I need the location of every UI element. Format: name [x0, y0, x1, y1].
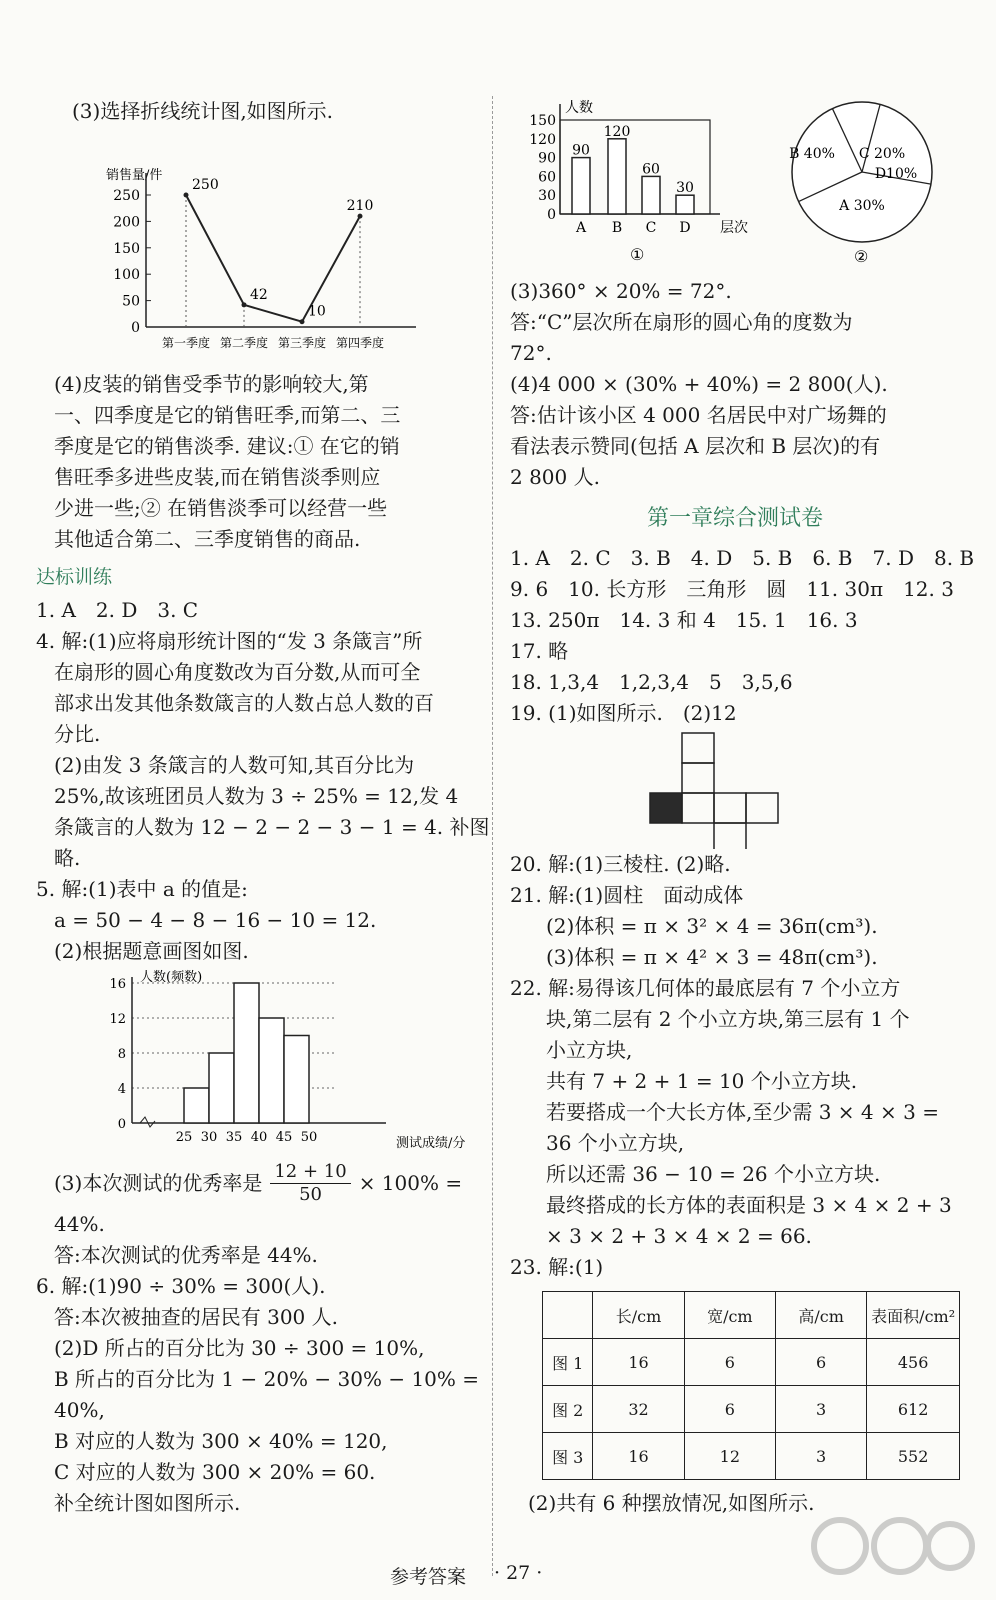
- bar-value-label: 30: [676, 180, 694, 197]
- q22-line-6: 36 个小立方块,: [546, 1131, 685, 1155]
- y-tick-label: 150: [113, 240, 140, 257]
- table-cell: 3: [776, 1386, 867, 1433]
- table-cell: 456: [867, 1339, 960, 1386]
- histogram-bar: [234, 983, 259, 1123]
- y-tick-label: 150: [529, 113, 556, 129]
- table-cell: 612: [867, 1386, 960, 1433]
- q4-line-8: 略.: [54, 846, 81, 870]
- q22-line-9: × 3 × 2 + 3 × 4 × 2 = 66.: [546, 1224, 812, 1248]
- q22-line-1: 22. 解:易得该几何体的最底层有 7 个小立方: [510, 976, 901, 1000]
- q3-item4-line-5: 少进一些;② 在销售淡季可以经营一些: [54, 496, 388, 520]
- histogram-xlabel: 测试成绩/分: [396, 1136, 466, 1151]
- table-cell: 3: [776, 1433, 867, 1480]
- q3-item4-line-1: (4)皮装的销售受季节的影响较大,第: [54, 372, 369, 396]
- data-point: [300, 319, 305, 324]
- table-header-row: [543, 1292, 960, 1339]
- q6-line-1: 6. 解:(1)90 ÷ 30% = 300(人).: [36, 1274, 326, 1298]
- histogram-bar: [259, 1018, 284, 1123]
- section-title-training: 达标训练: [36, 566, 113, 588]
- bar: [676, 195, 694, 214]
- bar: [572, 158, 590, 214]
- footer-label: 参考答案: [390, 1566, 467, 1588]
- answers-line-3: 13. 250π 14. 3 和 4 15. 1 16. 3: [510, 608, 858, 632]
- q6-line-8: 补全统计图如图所示.: [54, 1491, 241, 1515]
- q3-item4-line-6: 其他适合第二、三季度销售的商品.: [54, 527, 361, 551]
- answers-line-4: 17. 略: [510, 639, 569, 663]
- table-cell: 6: [776, 1339, 867, 1386]
- q6-line-6: B 对应的人数为 300 × 40% = 120,: [54, 1429, 388, 1453]
- q22-line-8: 最终搭成的长方体的表面积是 3 × 4 × 2 + 3: [546, 1193, 952, 1217]
- pie-chart: [774, 96, 954, 276]
- q4-line-7: 条箴言的人数为 12 − 2 − 2 − 3 − 1 = 4. 补图: [54, 815, 490, 839]
- table-header-cell: 表面积/cm²: [867, 1292, 960, 1339]
- dimensions-table: [542, 1291, 960, 1480]
- net-square-shaded: [650, 793, 682, 823]
- chapter-title: 第一章综合测试卷: [646, 506, 823, 531]
- histogram-bar: [209, 1053, 234, 1123]
- right-column: [510, 96, 975, 1519]
- pie-slice-label: B 40%: [789, 146, 835, 162]
- net-square: [682, 793, 714, 823]
- x-tick-label: 35: [225, 1130, 243, 1145]
- bar-chart: [510, 96, 760, 276]
- histogram-chart: [96, 967, 516, 1157]
- q6-3-line-3: 72°.: [510, 341, 552, 365]
- q23: 23. 解:(1): [510, 1255, 604, 1279]
- table-cell: 6: [684, 1386, 775, 1433]
- q6-line-2: 答:本次被抽查的居民有 300 人.: [54, 1305, 338, 1329]
- q6-line-4: B 所占的百分比为 1 − 20% − 30% − 10% =: [54, 1367, 480, 1391]
- q6-4-line-4: 2 800 人.: [510, 465, 600, 489]
- bar-value-label: 120: [603, 123, 631, 140]
- data-label: 10: [308, 303, 326, 320]
- q22-line-3: 小立方块,: [546, 1038, 633, 1062]
- q21-line-2: (2)体积 = π × 3² × 4 = 36π(cm³).: [546, 914, 878, 938]
- table-header-cell: 高/cm: [776, 1292, 867, 1339]
- q21-line-1: 21. 解:(1)圆柱 面动成体: [510, 883, 744, 907]
- cube-net-figure: [510, 729, 960, 849]
- bar: [642, 176, 660, 214]
- q5-line-1: 5. 解:(1)表中 a 的值是:: [36, 877, 248, 901]
- pie-slice-label: C 20%: [858, 146, 906, 162]
- watermark-logo: [800, 1510, 980, 1590]
- pie-slice-label: A 30%: [839, 198, 885, 214]
- x-tick-label: A: [575, 220, 587, 236]
- q6-3-line-2: 答:“C”层次所在扇形的圆心角的度数为: [510, 310, 853, 334]
- x-tick-label: B: [611, 220, 623, 236]
- table-cell: 16: [593, 1339, 684, 1386]
- table-row: [543, 1386, 960, 1433]
- x-tick-label: D: [679, 220, 691, 236]
- y-tick-label: 16: [109, 977, 126, 992]
- table-header-cell: [543, 1292, 593, 1339]
- table-cell: 图 2: [543, 1386, 593, 1433]
- y-tick-label: 120: [529, 131, 556, 148]
- line-chart: [76, 127, 496, 357]
- q6-4-line-3: 看法表示赞同(包括 A 层次和 B 层次)的有: [510, 434, 881, 458]
- q6-4-line-1: (4)4 000 × (30% + 40%) = 2 800(人).: [510, 372, 888, 396]
- q6-charts-row: [510, 96, 960, 276]
- y-tick-label: 90: [538, 150, 556, 167]
- q6-line-3: (2)D 所占的百分比为 30 ÷ 300 = 10%,: [54, 1336, 425, 1360]
- q4-line-3: 部求出发其他条数箴言的人数占总人数的百: [54, 691, 434, 715]
- net-square: [714, 793, 746, 823]
- q22-line-4: 共有 7 + 2 + 1 = 10 个小立方块.: [546, 1069, 858, 1093]
- q22-line-5: 若要搭成一个大长方体,至少需 3 × 4 × 3 =: [546, 1100, 939, 1124]
- net-square: [682, 763, 714, 793]
- y-tick-label: 12: [109, 1012, 126, 1027]
- q4-line-1: 4. 解:(1)应将扇形统计图的“发 3 条箴言”所: [36, 629, 423, 653]
- q6-line-7: C 对应的人数为 300 × 20% = 60.: [54, 1460, 376, 1484]
- table-cell: 6: [684, 1339, 775, 1386]
- data-label: 210: [346, 198, 374, 215]
- q6-3-line-1: (3)360° × 20% = 72°.: [510, 279, 732, 303]
- y-tick-label: 60: [538, 169, 556, 186]
- bar-value-label: 90: [572, 142, 590, 159]
- x-tick-label: 25: [175, 1130, 193, 1145]
- q4-line-2: 在扇形的圆心角度数改为百分数,从而可全: [54, 660, 421, 684]
- q4-line-4: 分比.: [54, 722, 101, 746]
- q3-item3: (3)选择折线统计图,如图所示.: [72, 99, 334, 123]
- q5-3-line: [36, 1157, 480, 1209]
- table-cell: 图 1: [543, 1339, 593, 1386]
- data-label: 250: [192, 177, 219, 193]
- bar-chart-caption: ①: [630, 245, 645, 264]
- x-tick-label: 第四季度: [335, 336, 385, 350]
- table-cell: 552: [867, 1433, 960, 1480]
- answers-line-1: 1. A 2. C 3. B 4. D 5. B 6. B 7. D 8. B: [510, 546, 975, 570]
- table-cell: 12: [684, 1433, 775, 1480]
- x-tick-label: 30: [200, 1130, 218, 1145]
- pie-slice-label: D10%: [874, 166, 918, 182]
- bar-chart-xlabel: 层次: [720, 220, 748, 236]
- net-square: [682, 733, 714, 763]
- left-column: [36, 96, 490, 1519]
- histogram-bar: [284, 1036, 309, 1124]
- y-tick-label: 0: [131, 320, 140, 336]
- q4-line-5: (2)由发 3 条箴言的人数可知,其百分比为: [54, 753, 415, 777]
- y-tick-label: 4: [117, 1082, 126, 1097]
- table-header-cell: 宽/cm: [684, 1292, 775, 1339]
- sales-line: [186, 195, 360, 322]
- page-number: · 27 ·: [494, 1562, 543, 1584]
- data-point: [358, 214, 363, 219]
- q21-line-3: (3)体积 = π × 4² × 3 = 48π(cm³).: [546, 945, 878, 969]
- answers-line-5: 18. 1,3,4 1,2,3,4 5 3,5,6: [510, 670, 793, 694]
- q5-line-3: (2)根据题意画图如图.: [54, 939, 249, 963]
- histogram-ylabel: 人数(频数): [140, 970, 203, 985]
- x-tick-label: 50: [300, 1130, 318, 1145]
- q20: 20. 解:(1)三棱柱. (2)略.: [510, 852, 731, 876]
- q6-line-5: 40%,: [54, 1398, 105, 1422]
- q5-3-numerator: 12 + 10: [270, 1161, 350, 1184]
- y-tick-label: 30: [538, 188, 556, 205]
- q5-3-fraction: [270, 1161, 350, 1206]
- q5-3-answer: 答:本次测试的优秀率是 44%.: [54, 1243, 318, 1267]
- q6-4-line-2: 答:估计该小区 4 000 名居民中对广场舞的: [510, 403, 887, 427]
- data-point: [184, 193, 189, 198]
- answers-line-6: 19. (1)如图所示. (2)12: [510, 701, 737, 725]
- histogram-bar: [184, 1088, 209, 1123]
- pie-chart-caption: ②: [854, 247, 869, 266]
- y-tick-label: 8: [117, 1047, 126, 1062]
- x-tick-label: 40: [250, 1130, 268, 1145]
- bar: [608, 139, 626, 214]
- x-tick-label: 第二季度: [219, 336, 269, 350]
- q22-line-7: 所以还需 36 − 10 = 26 个小立方块.: [546, 1162, 881, 1186]
- bar-value-label: 60: [642, 161, 660, 178]
- q5-line-2: a = 50 − 4 − 8 − 16 − 10 = 12.: [54, 908, 377, 932]
- q23-2: (2)共有 6 种摆放情况,如图所示.: [528, 1491, 815, 1515]
- net-square: [714, 823, 746, 849]
- answers-line-2: 9. 6 10. 长方形 三角形 圆 11. 30π 12. 3: [510, 577, 954, 601]
- y-tick-label: 0: [547, 207, 556, 223]
- table-row: [543, 1433, 960, 1480]
- net-square: [746, 793, 778, 823]
- y-tick-label: 50: [122, 293, 140, 310]
- q5-3-denominator: 50: [299, 1183, 322, 1205]
- y-tick-label: 250: [113, 188, 140, 204]
- q4-line-6: 25%,故该班团员人数为 3 ÷ 25% = 12,发 4: [54, 784, 459, 808]
- q5-3-result: 44%.: [54, 1212, 105, 1236]
- table-cell: 16: [593, 1433, 684, 1480]
- x-tick-label: C: [645, 220, 657, 236]
- table-cell: 图 3: [543, 1433, 593, 1480]
- line-chart-ylabel: 销售量/件: [106, 168, 163, 183]
- y-tick-label: 0: [117, 1117, 126, 1132]
- y-tick-label: 200: [113, 214, 140, 231]
- q22-line-2: 块,第二层有 2 个小立方块,第三层有 1 个: [546, 1007, 910, 1031]
- y-tick-label: 100: [113, 267, 140, 284]
- table-cell: 32: [593, 1386, 684, 1433]
- q1-3-answers: 1. A 2. D 3. C: [36, 598, 199, 622]
- data-label: 42: [250, 286, 268, 303]
- bar-chart-ylabel: 人数: [565, 100, 593, 116]
- table-row: [543, 1339, 960, 1386]
- x-tick-label: 第一季度: [161, 336, 211, 350]
- q3-item4-line-3: 季度是它的销售淡季. 建议:① 在它的销: [54, 434, 400, 458]
- x-tick-label: 45: [275, 1130, 293, 1145]
- q3-item4-line-2: 一、四季度是它的销售旺季,而第二、三: [54, 403, 401, 427]
- q3-item4-line-4: 售旺季多进些皮装,而在销售淡季则应: [54, 465, 381, 489]
- data-point: [242, 302, 247, 307]
- q5-3-suffix: × 100% =: [358, 1170, 463, 1195]
- q5-3-prefix: (3)本次测试的优秀率是: [54, 1170, 263, 1195]
- x-tick-label: 第三季度: [277, 336, 327, 350]
- table-header-cell: 长/cm: [593, 1292, 684, 1339]
- axis-break: [140, 1117, 155, 1127]
